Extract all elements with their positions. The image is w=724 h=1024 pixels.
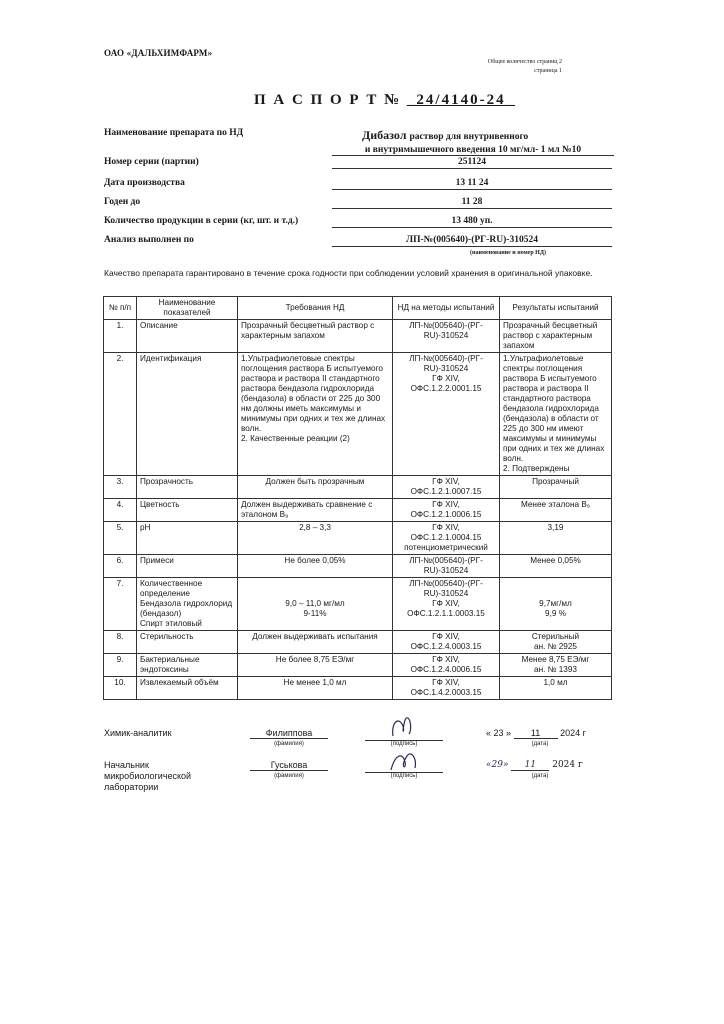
- qty-value: 13 480 уп.: [332, 216, 612, 228]
- row-number: 2.: [104, 353, 137, 476]
- row-requirement: Должен быть прозрачным: [238, 476, 393, 499]
- signature-role-1: Химик-аналитик: [104, 728, 172, 738]
- row-result: 1,0 мл: [500, 677, 612, 700]
- row-indicator: Идентификация: [137, 353, 238, 476]
- row-number: 9.: [104, 654, 137, 677]
- row-method: ЛП-№(005640)-(РГ-RU)-310524 ГФ XIV, ОФС.1.2.1.1.0003.15: [393, 578, 500, 631]
- row-indicator: pH: [137, 522, 238, 555]
- row-number: 10.: [104, 677, 137, 700]
- row-indicator: Описание: [137, 320, 238, 353]
- company-name: ОАО «ДАЛЬХИМФАРМ»: [104, 48, 213, 58]
- row-requirement: 1.Ультрафиолетовые спектры поглощения раствора Б испытуемого раствора и раствора II стандартного раствора бендазола гидрохлорида (бендазола) в области от 225 до 300 нм должны иметь максимумы и минимумы при одних и тех же длинах волн. 2. Качественные реакции (2): [238, 353, 393, 476]
- row-method: ГФ XIV, ОФС.1.2.1.0006.15: [393, 499, 500, 522]
- signature-name-caption-1: (фамилия): [274, 741, 304, 747]
- row-indicator: Цветность: [137, 499, 238, 522]
- drug-desc-2: и внутримышечного введения 10 мг/мл- 1 мл №10: [332, 145, 614, 156]
- table-row: [104, 677, 612, 700]
- header-results: Результаты испытаний: [500, 297, 612, 320]
- table-header-row: [104, 297, 612, 320]
- drug-name-text: Дибазол: [362, 128, 407, 142]
- passport-number: _24/4140-24_: [406, 92, 516, 108]
- prod-date-value: 13 11 24: [332, 178, 612, 190]
- row-method: ЛП-№(005640)-(РГ-RU)-310524 ГФ XIV, ОФС.1.2.2.0001.15: [393, 353, 500, 476]
- row-indicator: Количественное определение Бендазола гидрохлорид (бендазол) Спирт этиловый: [137, 578, 238, 631]
- drug-desc-1: раствор для внутривенного: [409, 132, 529, 142]
- signature-name-1: Филиппова: [250, 728, 328, 739]
- quality-guarantee: Качество препарата гарантировано в течение срока годности при соблюдении условий хранения в оригинальной упаковке.: [104, 268, 593, 278]
- analysis-label: Анализ выполнен по: [104, 235, 194, 245]
- row-indicator: Примеси: [137, 555, 238, 578]
- series-value: 251124: [332, 157, 612, 169]
- date-year-1: 2024 г: [560, 728, 586, 738]
- row-result: Менее 0,05%: [500, 555, 612, 578]
- row-number: 7.: [104, 578, 137, 631]
- signature-name-caption-2: (фамилия): [274, 773, 304, 779]
- row-result: 9,7мг/мл 9,9 %: [500, 578, 612, 631]
- header-indicator: Наименование показателей: [137, 297, 238, 320]
- row-result: Прозрачный: [500, 476, 612, 499]
- signature-name-2: Гуськова: [250, 760, 328, 771]
- series-label: Номер серии (партии): [104, 157, 199, 167]
- row-indicator: Стерильность: [137, 631, 238, 654]
- signature-caption-2: (подпись): [390, 773, 418, 779]
- date-day-1: « 23 »: [486, 728, 512, 738]
- results-table: [103, 296, 612, 700]
- signature-date-2: [486, 760, 596, 771]
- analysis-note: (наименование и номер НД): [470, 250, 546, 256]
- signature-date-caption-2: (дата): [531, 773, 549, 779]
- row-method: ГФ XIV, ОФС.1.2.1.0004.15 потенциометрический: [393, 522, 500, 555]
- row-number: 5.: [104, 522, 137, 555]
- table-row: [104, 578, 612, 631]
- row-number: 3.: [104, 476, 137, 499]
- row-number: 8.: [104, 631, 137, 654]
- date-month-1: 11: [514, 728, 558, 739]
- row-result: Прозрачный бесцветный раствор с характерным запахом: [500, 320, 612, 353]
- signature-line-2: [365, 760, 443, 773]
- drug-name: [362, 128, 528, 143]
- table-row: [104, 522, 612, 555]
- row-result: Менее эталона B₉: [500, 499, 612, 522]
- row-requirement: 2,8 – 3,3: [238, 522, 393, 555]
- pages-current: страница 1: [534, 68, 562, 74]
- document-title: [254, 92, 515, 109]
- drug-label: Наименование препарата по НД: [104, 128, 244, 138]
- row-result: 3,19: [500, 522, 612, 555]
- signature-date-1: [486, 728, 586, 739]
- table-row: [104, 555, 612, 578]
- expiry-value: 11 28: [332, 197, 612, 209]
- signature-role-2: Начальник микробиологической лаборатории: [104, 760, 192, 792]
- row-requirement: Не более 0,05%: [238, 555, 393, 578]
- row-method: ГФ XIV, ОФС.1.2.1.0007.15: [393, 476, 500, 499]
- expiry-label: Годен до: [104, 197, 141, 207]
- row-result: Менее 8,75 ЕЭ/мг ан. № 1393: [500, 654, 612, 677]
- row-result: 1.Ультрафиолетовые спектры поглощения раствора Б испытуемого раствора и раствора II стандартного раствора бендазола гидрохлорида (бендазола) в области от 225 до 300 нм имеют максимумы и минимумы при одних и тех же длинах волн. 2. Подтверждены: [500, 353, 612, 476]
- title-prefix: П А С П О Р Т №: [254, 92, 402, 108]
- pages-total: Общее количество страниц 2: [487, 59, 562, 65]
- row-number: 6.: [104, 555, 137, 578]
- signature-line-1: [365, 728, 443, 741]
- prod-date-label: Дата производства: [104, 178, 185, 188]
- table-row: [104, 499, 612, 522]
- signature-date-caption-1: (дата): [531, 741, 549, 747]
- row-method: ГФ XIV, ОФС.1.2.4.0003.15: [393, 631, 500, 654]
- table-row: [104, 476, 612, 499]
- date-year-2: 2024 г: [552, 760, 583, 770]
- row-number: 4.: [104, 499, 137, 522]
- row-indicator: Бактериальные эндотоксины: [137, 654, 238, 677]
- page-count: [488, 58, 562, 76]
- row-indicator: Извлекаемый объём: [137, 677, 238, 700]
- row-requirement: 9,0 – 11,0 мг/мл 9-11%: [238, 578, 393, 631]
- row-requirement: Должен выдерживать сравнение с эталоном B₉: [238, 499, 393, 522]
- row-method: ЛП-№(005640)-(РГ-RU)-310524: [393, 320, 500, 353]
- handwritten-signature-2: [365, 748, 443, 774]
- table-row: [104, 353, 612, 476]
- row-indicator: Прозрачность: [137, 476, 238, 499]
- analysis-value: ЛП-№(005640)-(РГ-RU)-310524: [332, 235, 612, 247]
- row-method: ГФ XIV, ОФС.1.4.2.0003.15: [393, 677, 500, 700]
- handwritten-signature-1: [365, 714, 443, 740]
- row-result: Стерильный ан. № 2925: [500, 631, 612, 654]
- table-row: [104, 654, 612, 677]
- date-day-2: «29»: [486, 760, 509, 770]
- table-row: [104, 320, 612, 353]
- row-number: 1.: [104, 320, 137, 353]
- header-methods: НД на методы испытаний: [393, 297, 500, 320]
- table-row: [104, 631, 612, 654]
- row-requirement: Прозрачный бесцветный раствор с характерным запахом: [238, 320, 393, 353]
- signature-caption-1: (подпись): [390, 741, 418, 747]
- row-requirement: Должен выдерживать испытания: [238, 631, 393, 654]
- row-method: ЛП-№(005640)-(РГ-RU)-310524: [393, 555, 500, 578]
- header-number: № п/п: [104, 297, 137, 320]
- header-requirements: Требования НД: [238, 297, 393, 320]
- row-requirement: Не менее 1,0 мл: [238, 677, 393, 700]
- row-method: ГФ XIV, ОФС.1.2.4.0006.15: [393, 654, 500, 677]
- row-requirement: Не более 8,75 ЕЭ/мг: [238, 654, 393, 677]
- qty-label: Количество продукции в серии (кг, шт. и т.д.): [104, 216, 299, 226]
- date-month-2: 11: [511, 760, 549, 771]
